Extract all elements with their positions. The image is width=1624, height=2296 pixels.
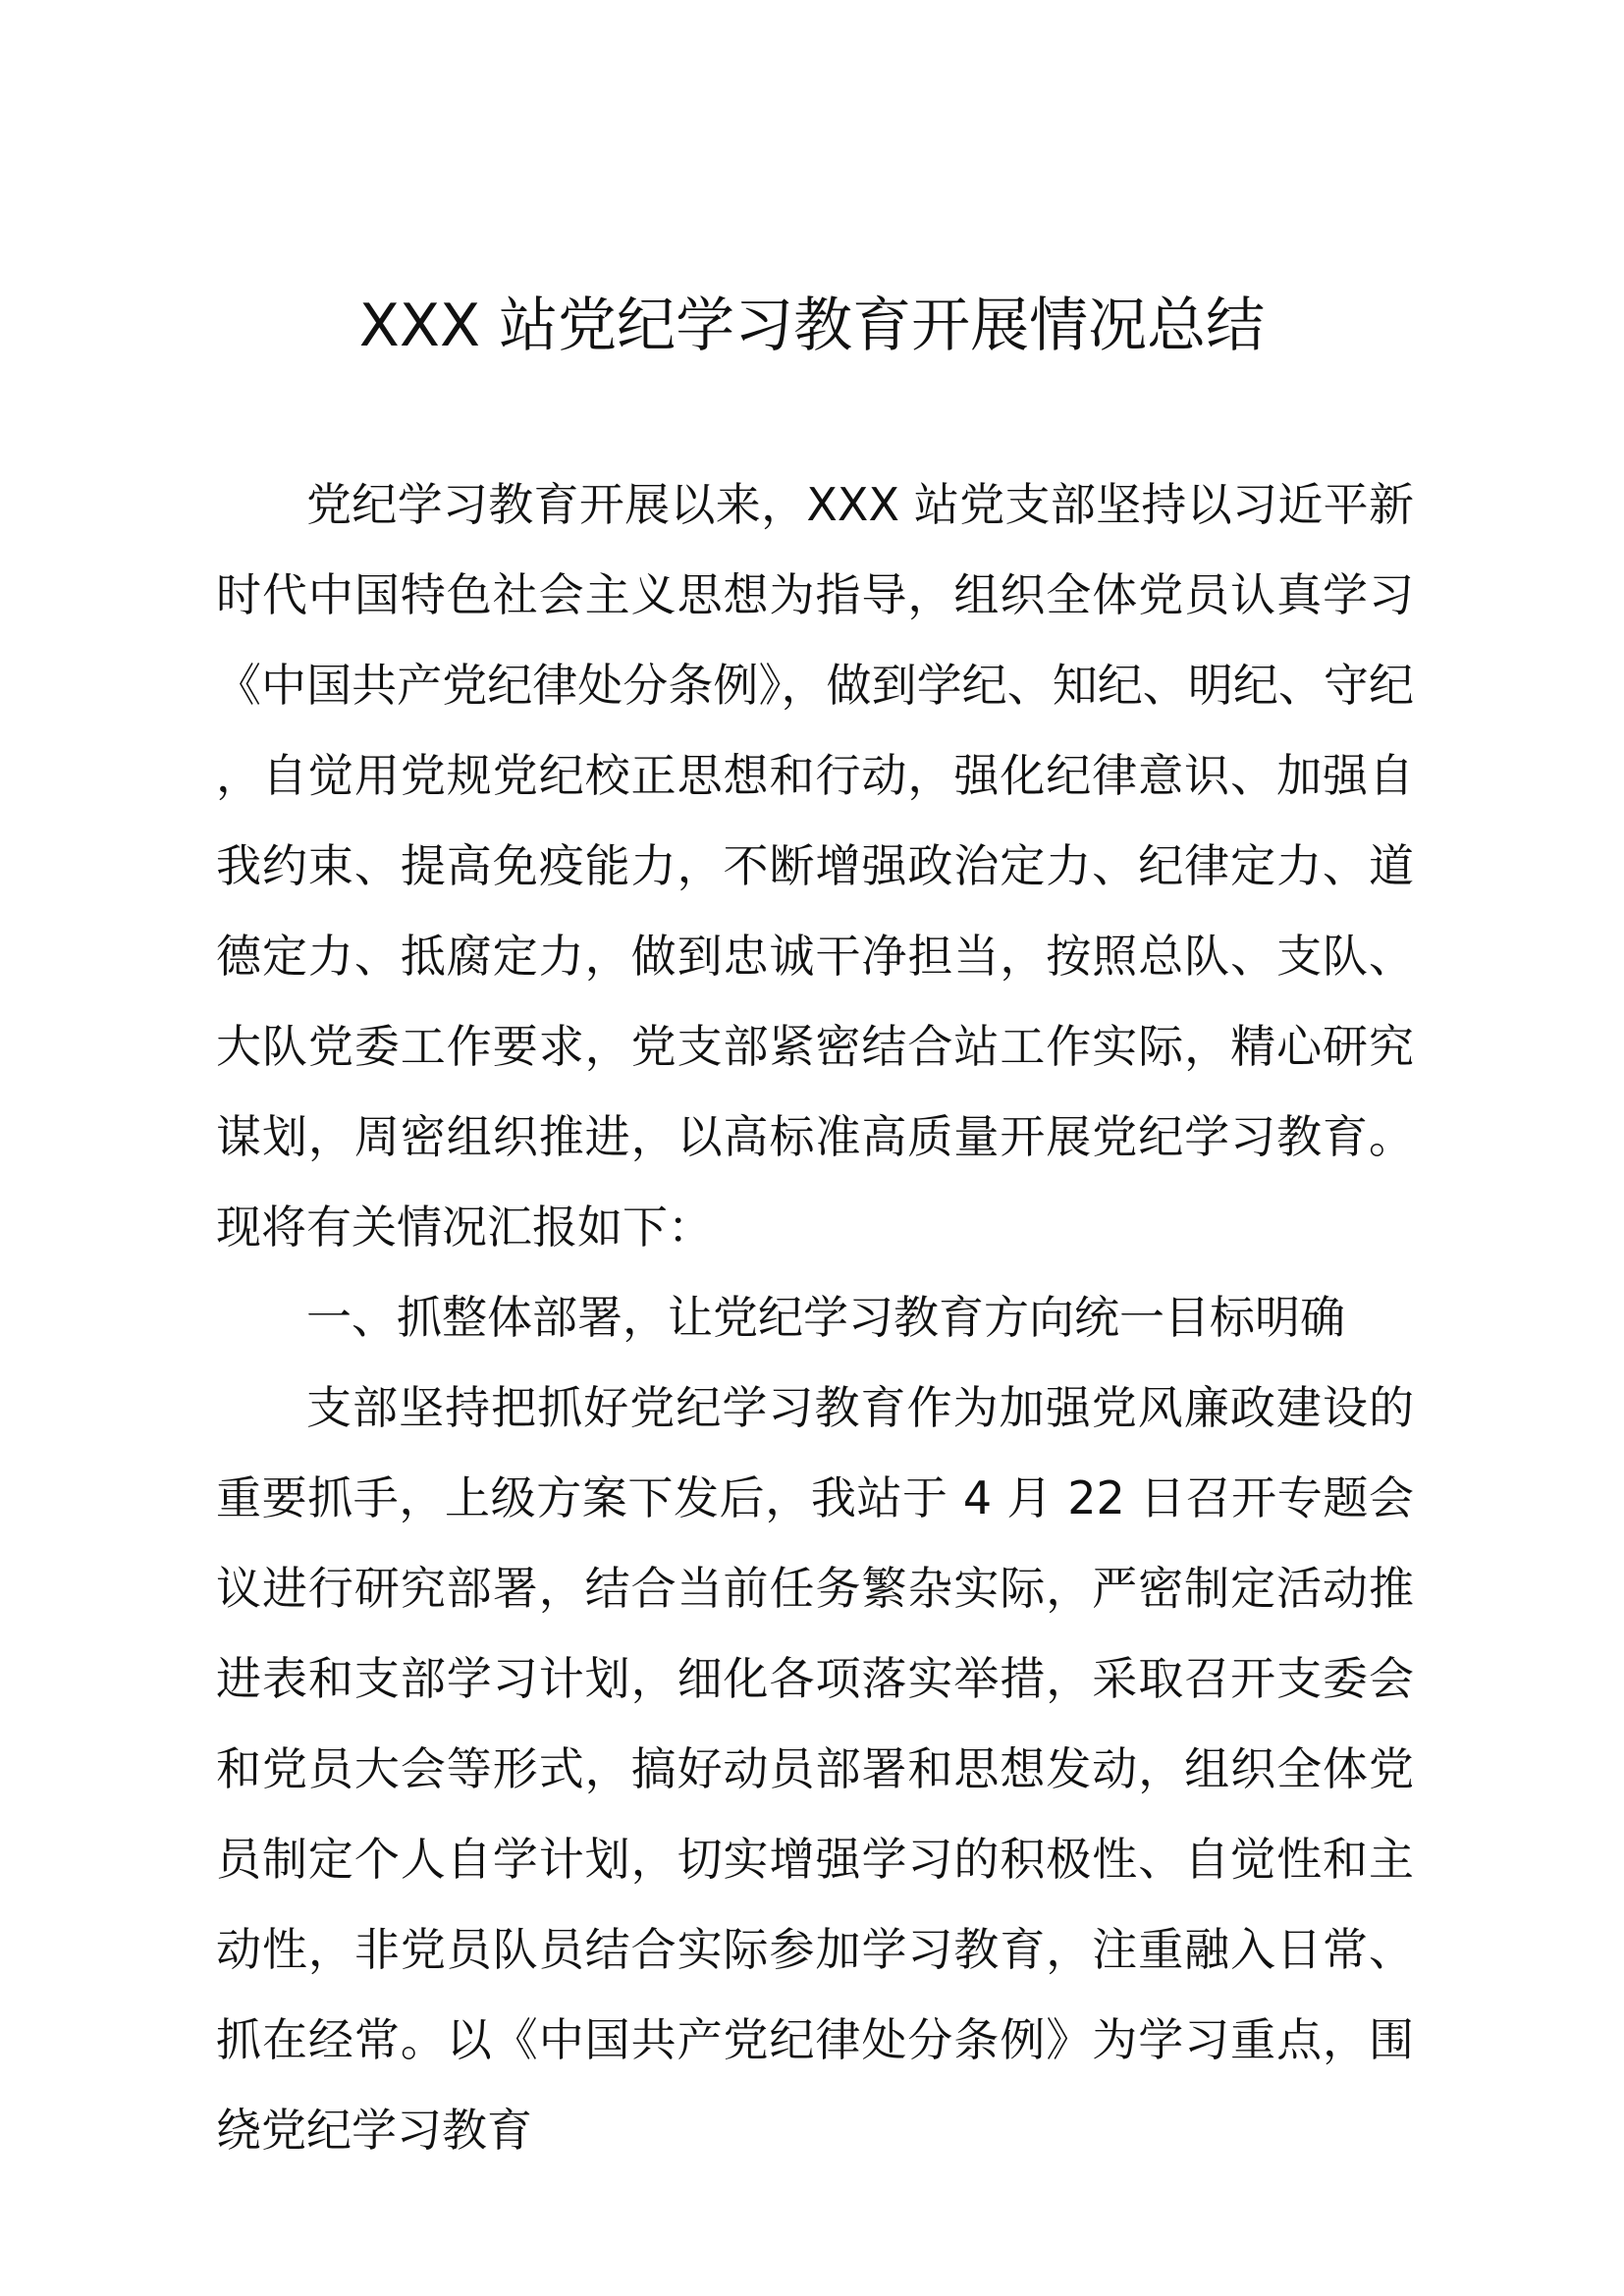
section-1-paragraph: 支部坚持把抓好党纪学习教育作为加强党风廉政建设的重要抓手，上级方案下发后，我站于 4 月 22 日召开专题会议进行研究部署，结合当前任务繁杂实际，严密制定活动推进表和支部学习计划，细化各项落实举措，采取召开支委会和党员大会等形式，搞好动员部署和思想发动，组织全体党员制定个人自学计划，切实增强学习的积极性、自觉性和主动性，非党员队员结合实际参加学习教育，注重融入日常、抓在经常。以《中国共产党纪律处分条例》为学习重点，围绕党纪学习教育 — [216, 1381, 1414, 2157]
document-body — [216, 459, 1414, 2175]
intro-paragraph: 党纪学习教育开展以来，XXX 站党支部坚持以习近平新时代中国特色社会主义思想为指导，组织全体党员认真学习《中国共产党纪律处分条例》，做到学纪、知纪、明纪、守纪，自觉用党规党纪校正思想和行动，强化纪律意识、加强自我约束、提高免疫能力，不断增强政治定力、纪律定力、道德定力、抵腐定力，做到忠诚干净担当，按照总队、支队、大队党委工作要求，党支部紧密结合站工作实际，精心研究谋划，周密组织推进，以高标准高质量开展党纪学习教育。现将有关情况汇报如下： — [216, 478, 1414, 1254]
document-title: XXX 站党纪学习教育开展情况总结 — [358, 292, 1266, 360]
section-heading-1: 一、抓整体部署，让党纪学习教育方向统一目标明确 — [306, 1291, 1345, 1344]
